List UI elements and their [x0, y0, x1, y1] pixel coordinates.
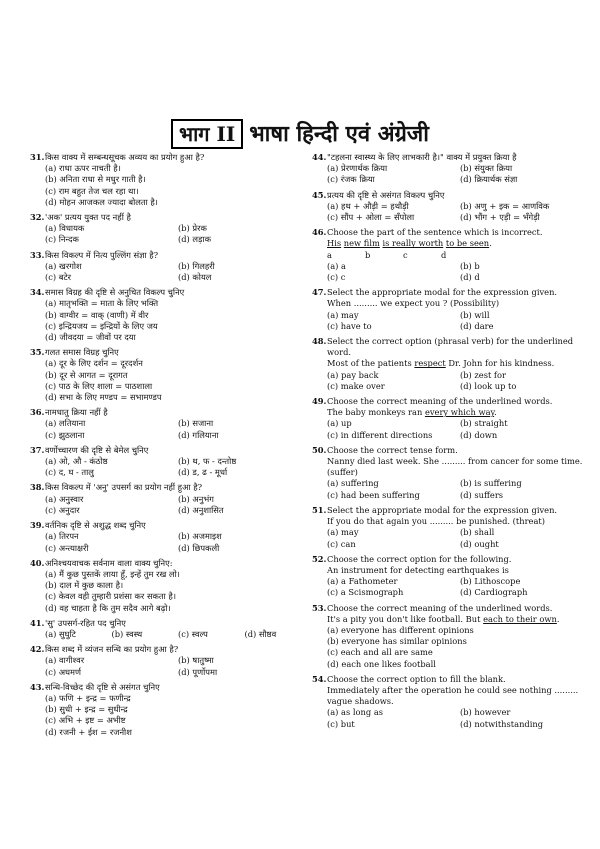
option: (a) a — [327, 260, 347, 271]
options-list — [312, 576, 587, 598]
option: (d) down — [460, 429, 498, 440]
option: (a) may — [327, 309, 359, 320]
question-text: किस शब्द में व्यंजन सन्धि का प्रयोग हुआ है? — [45, 644, 179, 655]
option: (a) pay back — [327, 369, 379, 380]
question-line — [30, 520, 305, 531]
option: (c) had been suffering — [327, 489, 420, 500]
option: (b) प्रेरक — [178, 223, 207, 234]
option: (b) वाग्वीर = वाक् (वाणी) में वीर — [45, 309, 149, 320]
option: (b) b — [460, 260, 480, 271]
option: (b) अनिता राधा से मधुर गाती है। — [45, 174, 146, 185]
option: (d) रजनी + ईश = रजनीश — [45, 726, 132, 737]
option: (a) up — [327, 418, 352, 429]
question-text: गलत समास विग्रह चुनिए — [45, 347, 119, 358]
question-block — [30, 682, 305, 738]
question-sentence — [312, 238, 587, 249]
question-sentence — [312, 614, 587, 625]
option: (b) दाल में कुछ काला है। — [45, 580, 124, 591]
option: (c) c — [327, 272, 346, 283]
question-stem: If you do that again you ......... be punished. (threat) — [327, 516, 545, 527]
question-text: Choose the correct option to fill the blank. — [327, 673, 506, 684]
question-text: 'सु' उपसर्ग-रहित पद चुनिए — [45, 617, 126, 628]
question-line — [312, 445, 587, 456]
option: (b) स्वस्थ — [111, 628, 143, 639]
question-text: सन्धि-विच्छेद की दृष्टि से असंगत चुनिए — [45, 681, 160, 692]
sentence-segment: Dr. John for his kindness. — [445, 358, 555, 369]
option: (c) अभि + इष्ट = अभीष्ट — [45, 715, 126, 726]
option: (d) सौष्ठव — [244, 628, 277, 639]
option: (a) प्रेरणार्थक क्रिया — [327, 163, 388, 174]
option: (c) each and all are same — [327, 647, 433, 658]
option: (b) थ, फ - दन्तोष्ठ — [178, 456, 237, 467]
question-number: 50. — [312, 444, 327, 455]
question-text: Choose the correct meaning of the underlined words. — [327, 396, 553, 407]
question-number: 52. — [312, 553, 327, 564]
question-block — [30, 558, 305, 614]
option: (b) zest for — [460, 369, 506, 380]
option: (d) look up to — [460, 380, 517, 391]
option: (a) फणि + इन्द्र = फणीन्द्र — [45, 692, 131, 703]
option: (c) in different directions — [327, 429, 433, 440]
option: (c) राम बहुत तेज चल रहा था। — [45, 185, 139, 196]
question-text: Choose the correct tense form. — [327, 444, 458, 455]
option: (b) अणु + इक = आणविक — [460, 200, 550, 211]
question-block — [312, 674, 587, 730]
question-line — [312, 396, 587, 407]
question-number: 41. — [30, 617, 45, 628]
question-number: 47. — [312, 287, 327, 298]
question-line — [312, 227, 587, 238]
option: (b) दूर से आगत = दूरागत — [45, 369, 128, 380]
question-block — [312, 554, 587, 599]
option: (c) अनुदार — [45, 504, 80, 515]
question-text: समास विग्रह की दृष्टि से अनुचित विकल्प चुनिए — [45, 287, 185, 298]
option: (d) ought — [460, 538, 499, 549]
question-number: 36. — [30, 407, 45, 418]
question-line — [312, 505, 587, 516]
option: (c) but — [327, 718, 355, 729]
question-text: Choose the correct meaning of the underlined words. — [327, 602, 553, 613]
option: (c) पाठ के लिए शाला = पाठशाला — [45, 380, 153, 391]
options-list — [30, 456, 305, 478]
part-letters — [312, 250, 587, 261]
option: (b) however — [460, 707, 511, 718]
question-line — [312, 674, 587, 685]
question-block — [30, 407, 305, 441]
question-text: Select the appropriate modal for the expression given. — [327, 287, 558, 298]
question-line — [30, 482, 305, 493]
left-column — [30, 152, 305, 742]
options-list — [312, 163, 587, 185]
question-block — [312, 190, 587, 224]
option: (a) सुघुटि — [45, 628, 76, 639]
option: (a) राधा ऊपर नाचती है। — [45, 163, 121, 174]
question-line — [312, 152, 587, 163]
sentence-segment: It's a pity you don't like football. But — [327, 613, 484, 624]
question-line — [312, 287, 587, 298]
option: (b) संयुक्त क्रिया — [460, 163, 513, 174]
option: (c) इन्द्रियजय = इन्द्रियों के लिए जय — [45, 320, 158, 331]
underlined-segment: to be seen — [445, 238, 490, 249]
question-block — [30, 152, 305, 208]
options-list — [30, 531, 305, 553]
right-column — [312, 152, 587, 734]
page-header — [0, 116, 600, 152]
question-number: 48. — [312, 336, 327, 347]
question-block — [30, 287, 305, 343]
sentence-segment: The baby monkeys ran — [327, 407, 425, 418]
option: (d) Cardiograph — [460, 587, 528, 598]
options-list — [312, 707, 587, 729]
question-block — [30, 347, 305, 403]
question-number: 51. — [312, 504, 327, 515]
options-list — [312, 261, 587, 283]
option: (d) dare — [460, 320, 494, 331]
option: (d) सभा के लिए मण्डप = सभामण्डप — [45, 392, 162, 403]
question-block — [30, 520, 305, 554]
option: (c) a Scismograph — [327, 587, 404, 598]
option: (b) will — [460, 309, 490, 320]
options-list — [312, 478, 587, 500]
section-title: भाषा हिन्दी एवं अंग्रेजी — [249, 121, 429, 147]
question-number: 32. — [30, 212, 45, 223]
option: (a) everyone has different opinions — [327, 624, 474, 635]
option: (c) निन्दक — [45, 234, 79, 245]
question-block — [312, 505, 587, 550]
question-stem: An instrument for detecting earthquakes is — [327, 564, 509, 575]
option: (d) लड़ाक — [178, 234, 212, 245]
options-list — [30, 629, 305, 640]
option: (a) तिरपन — [45, 531, 79, 542]
option: (d) notwithstanding — [460, 718, 544, 729]
question-line — [312, 190, 587, 201]
option: (d) each one likes football — [327, 658, 436, 669]
option: (b) सजाना — [178, 418, 214, 429]
question-block — [30, 445, 305, 479]
question-line — [30, 644, 305, 655]
options-list — [30, 655, 305, 677]
question-block — [30, 644, 305, 678]
option: (d) कोयल — [178, 272, 212, 283]
question-text: Choose the part of the sentence which is incorrect. — [327, 227, 543, 238]
part-letter: a — [327, 249, 332, 260]
question-number: 43. — [30, 681, 45, 692]
option: (d) पूर्णोपमा — [178, 666, 218, 677]
option: (a) हथ + औड़ी = हथौड़ी — [327, 200, 409, 211]
question-line — [30, 212, 305, 223]
option: (c) अन्त्याक्षरी — [45, 542, 89, 553]
option: (d) suffers — [460, 489, 504, 500]
question-text: Select the correct option (phrasal verb) for the underlined word. — [327, 336, 574, 358]
option: (a) दूर के लिए दर्शन = दूरदर्शन — [45, 358, 143, 369]
question-text: अनिश्चयवाचक सर्वनाम वाला वाक्य चुनिए: — [45, 557, 173, 568]
option: (a) खरगोश — [45, 260, 82, 271]
question-text: Choose the correct option for the following. — [327, 553, 512, 564]
question-line — [30, 618, 305, 629]
option: (a) लतियाना — [45, 418, 86, 429]
question-number: 40. — [30, 557, 45, 568]
question-text: 'अक' प्रत्यय युक्त पद नहीं है — [45, 212, 131, 223]
question-block — [312, 603, 587, 670]
option: (d) d — [460, 272, 480, 283]
question-line — [312, 336, 587, 358]
sentence-segment: . — [489, 238, 492, 249]
option: (c) make over — [327, 380, 385, 391]
option: (d) भौंग + एड़ी = भँगेड़ी — [460, 212, 540, 223]
question-number: 37. — [30, 444, 45, 455]
options-list — [30, 298, 305, 343]
question-line — [30, 407, 305, 418]
option: (d) ड, ढ - मूर्धा — [178, 467, 228, 478]
sentence-segment: . — [556, 613, 560, 624]
question-stem: When ......... we expect you ? (Possibility) — [327, 298, 500, 309]
question-line — [30, 250, 305, 261]
question-stem: Nanny died last week. She ......... from cancer for some time. (suffer) — [327, 456, 583, 478]
options-list — [312, 527, 587, 549]
question-number: 44. — [312, 152, 327, 162]
options-list — [30, 358, 305, 403]
option: (c) अघमर्ण — [45, 666, 81, 677]
option: (a) मातृभक्ति = माता के लिए भक्ति — [45, 298, 159, 309]
question-text: किस विकल्प में नित्य पुल्लिंग संज्ञा है? — [45, 249, 159, 260]
sentence-segment: Most of the patients — [327, 358, 415, 369]
question-block — [30, 250, 305, 284]
question-number: 45. — [312, 189, 327, 200]
options-list — [312, 418, 587, 440]
option: (c) स्वल्प — [178, 628, 208, 639]
option: (a) वागीश्वर — [45, 655, 85, 666]
question-block — [312, 227, 587, 283]
question-text: किस विकल्प में 'अनु' उपसर्ग का प्रयोग नहीं हुआ है? — [45, 482, 203, 493]
option: (a) as long as — [327, 707, 384, 718]
question-block — [312, 287, 587, 332]
options-list — [30, 261, 305, 283]
option: (c) have to — [327, 320, 372, 331]
part-letter: c — [403, 249, 408, 260]
underlined-segment: new film — [343, 238, 380, 249]
question-text: वर्णोच्चारण की दृष्टि से बेमेल चुनिए — [45, 444, 149, 455]
option: (a) suffering — [327, 478, 379, 489]
underlined-segment: each to their own — [483, 613, 557, 624]
option: (d) जीवदया = जीवों पर दया — [45, 332, 136, 343]
options-list — [30, 223, 305, 245]
question-number: 39. — [30, 520, 45, 531]
underlined-segment: is really worth — [382, 238, 444, 249]
question-line — [30, 682, 305, 693]
option: (d) गलियाना — [178, 429, 219, 440]
underlined-segment: every which way — [424, 407, 495, 418]
option: (b) shall — [460, 527, 495, 538]
underlined-segment: respect — [414, 358, 446, 369]
options-list — [30, 418, 305, 440]
underlined-segment: His — [327, 238, 342, 249]
part-letter: d — [441, 249, 447, 260]
option: (c) द, घ - तालु — [45, 467, 94, 478]
question-line — [30, 152, 305, 163]
question-line — [30, 347, 305, 358]
question-line — [30, 287, 305, 298]
option: (c) रंजक क्रिया — [327, 174, 375, 185]
question-number: 31. — [30, 152, 45, 162]
question-text: नामधातु क्रिया नहीं है — [45, 407, 108, 418]
option: (d) मोहन आजकल ज्यादा बोलता है। — [45, 196, 158, 207]
question-block — [30, 482, 305, 516]
option: (d) अनुशासित — [178, 504, 224, 515]
option: (c) बटेर — [45, 272, 72, 283]
question-text: वर्तनिक दृष्टि से अशुद्ध शब्द चुनिए — [45, 520, 146, 531]
question-block — [30, 618, 305, 640]
options-list — [312, 310, 587, 332]
option: (b) is suffering — [460, 478, 522, 489]
option: (c) झुठलाना — [45, 429, 85, 440]
options-list — [30, 163, 305, 208]
option: (d) क्रियार्थक संज्ञा — [460, 174, 518, 185]
option: (a) विधायक — [45, 223, 85, 234]
question-text: Select the appropriate modal for the expression given. — [327, 504, 558, 515]
option: (c) can — [327, 538, 356, 549]
option: (c) केवल वही तुम्हारी प्रशंसा कर सकता है। — [45, 591, 176, 602]
option: (a) ओ, औ - कंठोष्ठ — [45, 456, 108, 467]
options-list — [312, 201, 587, 223]
part-label: भाग II — [171, 119, 243, 149]
question-number: 38. — [30, 482, 45, 493]
question-number: 46. — [312, 227, 327, 238]
question-line — [312, 603, 587, 614]
question-text: "टहलना स्वास्थ्य के लिए लाभकारी है।" वाक्य में प्रयुक्त क्रिया है — [327, 152, 517, 162]
question-block — [312, 152, 587, 186]
option: (a) मैं कुछ पुस्तकें लाया हूँ, इन्हें तुम रख लो। — [45, 568, 180, 579]
option: (b) Lithoscope — [460, 576, 521, 587]
question-number: 33. — [30, 249, 45, 260]
question-text: प्रत्यय की दृष्टि से असंगत विकल्प चुनिए — [327, 189, 445, 200]
option: (d) छिपकली — [178, 542, 220, 553]
question-number: 49. — [312, 396, 327, 407]
option: (c) सौंप + ओला = सँपोला — [327, 212, 415, 223]
part-letter: b — [365, 249, 371, 260]
option: (b) गिलहरी — [178, 260, 215, 271]
question-stem: Immediately after the operation he could see nothing ......... vague shadows. — [327, 684, 579, 707]
question-line — [312, 554, 587, 565]
option: (d) वह चाहता है कि तुम सदैव आगे बढ़ो। — [45, 602, 171, 613]
options-list — [30, 569, 305, 614]
question-number: 34. — [30, 287, 45, 298]
question-block — [312, 396, 587, 441]
question-number: 35. — [30, 347, 45, 358]
sentence-segment: . — [494, 407, 497, 418]
question-number: 54. — [312, 673, 327, 684]
option: (b) straight — [460, 418, 508, 429]
options-list — [30, 693, 305, 738]
question-text: किस वाक्य में सम्बन्धसूचक अव्यय का प्रयोग हुआ है? — [45, 152, 205, 162]
question-block — [312, 336, 587, 392]
question-block — [30, 212, 305, 246]
options-list — [312, 370, 587, 392]
option: (a) अनुस्वार — [45, 493, 84, 504]
option: (b) everyone has similar opinions — [327, 636, 467, 647]
question-sentence — [312, 358, 587, 369]
question-line — [30, 558, 305, 569]
option: (a) may — [327, 527, 359, 538]
question-number: 42. — [30, 644, 45, 655]
option: (b) षातुष्मा — [178, 655, 214, 666]
options-list — [30, 494, 305, 516]
question-number: 53. — [312, 602, 327, 613]
question-sentence — [312, 407, 587, 418]
question-block — [312, 445, 587, 501]
option: (b) अजमाइश — [178, 531, 222, 542]
options-list — [312, 625, 587, 670]
option: (a) a Fathometer — [327, 576, 398, 587]
option: (b) अनुभंग — [178, 493, 214, 504]
option: (b) सुधी + इन्द्र = सुधीन्द्र — [45, 704, 128, 715]
question-line — [30, 445, 305, 456]
